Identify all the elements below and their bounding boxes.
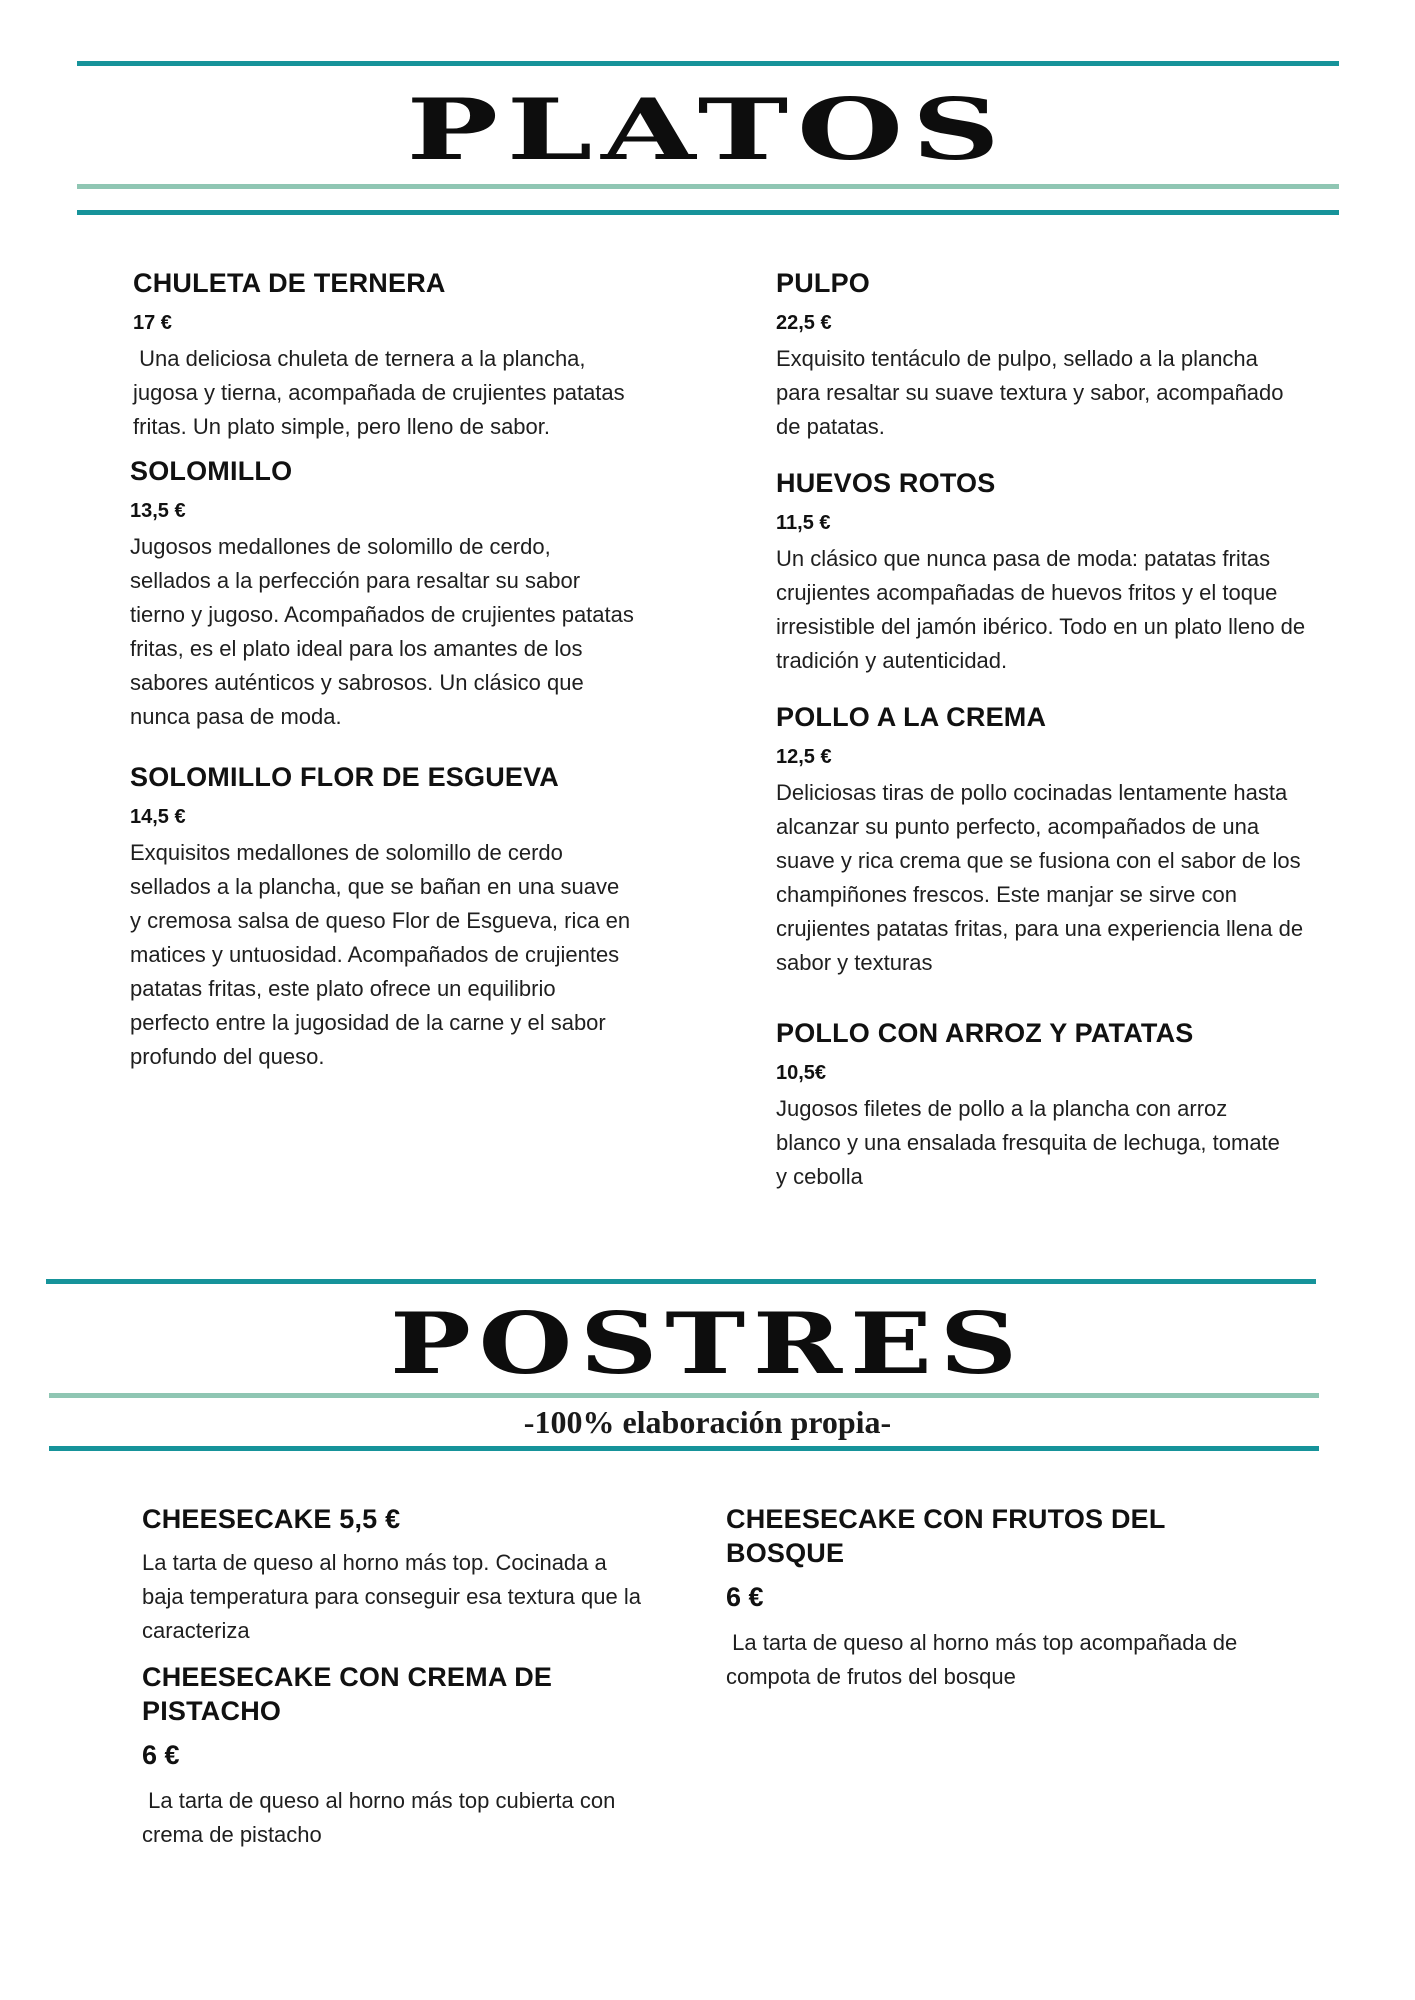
postres-right-column [726,1502,1286,1694]
dessert-name: CHEESECAKE CON FRUTOS DEL BOSQUE [726,1504,1166,1568]
dessert-item [142,1660,682,1852]
dessert-description: La tarta de queso al horno más top acompañada de compota de frutos del bosque [726,1630,1244,1689]
dish-price: 11,5 € [776,512,831,534]
dish-description: Exquisitos medallones de solomillo de cerdo sellados a la plancha, que se bañan en una suave y cremosa salsa de queso Flor de Esgueva, rica en matices y untuosidad. Acompañados de crujientes patatas fritas, este plato ofrece un equilibrio perfecto entre la jugosidad de la carne y el sabor profundo del queso. [130,840,637,1069]
dessert-price: 6 € [142,1740,180,1770]
dish-price: 17 € [133,312,172,334]
dessert-item [726,1502,1286,1694]
platos-top-rule [77,61,1339,66]
menu-item [776,466,1316,678]
dish-price: 14,5 € [130,806,186,828]
platos-mid-rule [77,184,1339,189]
dish-price: 12,5 € [776,746,832,768]
menu-item [776,266,1316,444]
postres-left-column [142,1502,682,1852]
dish-description: Una deliciosa chuleta de ternera a la plancha, jugosa y tierna, acompañada de crujientes patatas fritas. Un plato simple, pero lleno de sabor. [133,346,631,439]
dessert-description: La tarta de queso al horno más top. Cocinada a baja temperatura para conseguir esa textura que la caracteriza [142,1550,648,1643]
postres-bottom-rule [49,1446,1319,1451]
dish-description: Jugosos medallones de solomillo de cerdo, sellados a la perfección para resaltar su sabor tierno y jugoso. Acompañados de crujientes patatas fritas, es el plato ideal para los amantes de los sabores auténticos y sabrosos. Un clásico que nunca pasa de moda. [130,534,640,729]
postres-subtitle: -100% elaboración propia- [523,1404,892,1440]
menu-item [130,760,650,1074]
dish-price: 13,5 € [130,500,186,522]
dish-name: POLLO CON ARROZ Y PATATAS [776,1018,1194,1048]
postres-top-rule [46,1279,1316,1284]
dessert-item [142,1502,682,1648]
postres-title: POSTRES [390,1294,1025,1393]
menu-item [776,700,1316,980]
menu-item [776,1016,1316,1194]
dish-name: SOLOMILLO [130,456,293,486]
dish-description: Jugosos filetes de pollo a la plancha con arroz blanco y una ensalada fresquita de lechuga, tomate y cebolla [776,1096,1287,1189]
dessert-price: 6 € [726,1582,764,1612]
menu-item [130,454,650,734]
platos-left-column [130,266,650,1074]
dessert-name: CHEESECAKE 5,5 € [142,1504,401,1534]
dish-name: POLLO A LA CREMA [776,702,1047,732]
platos-title: PLATOS [406,80,1009,179]
platos-right-column [776,266,1316,1194]
dish-description: Exquisito tentáculo de pulpo, sellado a la plancha para resaltar su suave textura y sabor, acompañado de patatas. [776,346,1290,439]
dish-description: Un clásico que nunca pasa de moda: patatas fritas crujientes acompañadas de huevos fritos y el toque irresistible del jamón ibérico. Todo en un plato lleno de tradición y autenticidad. [776,546,1312,673]
dish-name: SOLOMILLO FLOR DE ESGUEVA [130,762,560,792]
dish-name: CHULETA DE TERNERA [133,268,446,298]
postres-mid-rule [49,1393,1319,1398]
dessert-description: La tarta de queso al horno más top cubierta con crema de pistacho [142,1788,622,1847]
dish-name: PULPO [776,268,871,298]
dish-price: 22,5 € [776,312,832,334]
dish-description: Deliciosas tiras de pollo cocinadas lentamente hasta alcanzar su punto perfecto, acompañados de una suave y rica crema que se fusiona con el sabor de los champiñones frescos. Este manjar se sirve con crujientes patatas fritas, para una experiencia llena de sabor y texturas [776,780,1310,975]
dish-price: 10,5€ [776,1062,827,1084]
menu-item [130,266,650,444]
dish-name: HUEVOS ROTOS [776,468,996,498]
platos-bottom-rule [77,210,1339,215]
dessert-name: CHEESECAKE CON CREMA DE PISTACHO [142,1662,553,1726]
